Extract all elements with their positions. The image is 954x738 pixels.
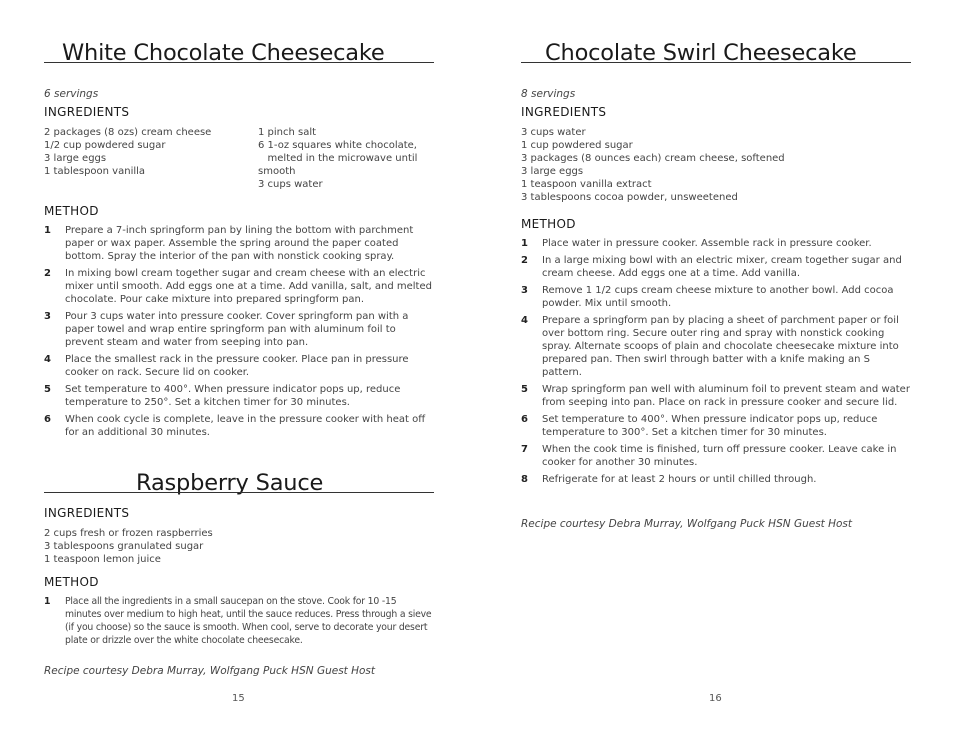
ingredient-item: 1 teaspoon vanilla extract bbox=[521, 179, 652, 190]
title-rule bbox=[521, 62, 911, 63]
ingredient-item: 3 tablespoons granulated sugar bbox=[44, 541, 204, 552]
method-step bbox=[521, 314, 911, 379]
method-heading: METHOD bbox=[44, 575, 99, 589]
step-text: Prepare a springform pan by placing a sheet of parchment paper or foil over bottom ring. Secure outer ring and spray with nonstick cooking spray. Alternate scoops of plain and chocolate cheesecake mixture into prepared pan. Then swirl through batter with a knife making an S pattern. bbox=[542, 315, 899, 378]
recipe-credit: Recipe courtesy Debra Murray, Wolfgang Puck HSN Guest Host bbox=[44, 665, 376, 677]
page-number: 15 bbox=[232, 693, 245, 704]
step-text: Set temperature to 400°. When pressure indicator pops up, reduce temperature to 250°. Set a kitchen timer for 30 minutes. bbox=[65, 384, 401, 408]
step-number: 2 bbox=[44, 268, 51, 279]
ingredients-heading: INGREDIENTS bbox=[44, 105, 130, 119]
ingredient-item: 2 packages (8 ozs) cream cheese bbox=[44, 127, 212, 138]
method-heading: METHOD bbox=[521, 217, 576, 231]
step-text: Prepare a 7-inch springform pan by lining the bottom with parchment paper or wax paper. Assemble the spring around the paper coated bottom. Spray the interior of the pan with nonstick cooking spray. bbox=[65, 225, 414, 262]
method-steps bbox=[521, 237, 911, 490]
step-number: 6 bbox=[44, 414, 51, 425]
title-rule bbox=[44, 492, 434, 493]
ingredients-list bbox=[44, 527, 434, 566]
ingredient-item: 2 cups fresh or frozen raspberries bbox=[44, 528, 213, 539]
method-step bbox=[44, 310, 434, 349]
ingredients-column-2 bbox=[258, 126, 434, 191]
method-step bbox=[44, 224, 434, 263]
method-step bbox=[44, 267, 434, 306]
method-step bbox=[521, 413, 911, 439]
ingredient-item: 1 cup powdered sugar bbox=[521, 140, 633, 151]
left-page bbox=[44, 0, 434, 738]
ingredient-item: 1 teaspoon lemon juice bbox=[44, 554, 161, 565]
step-text: In mixing bowl cream together sugar and cream cheese with an electric mixer until smooth. Add eggs one at a time. Add vanilla, salt, and melted chocolate. Pour cake mixture into prepared springform pan. bbox=[65, 268, 432, 305]
method-step bbox=[44, 595, 434, 647]
chocolate-swirl-title: Chocolate Swirl Cheesecake bbox=[545, 40, 857, 66]
method-step bbox=[44, 383, 434, 409]
method-step bbox=[44, 353, 434, 379]
servings: 6 servings bbox=[44, 88, 99, 100]
step-text: When the cook time is finished, turn off pressure cooker. Leave cake in cooker for another 30 minutes. bbox=[542, 444, 897, 468]
step-text: Set temperature to 400°. When pressure indicator pops up, reduce temperature to 300°. Set a kitchen timer for 30 minutes. bbox=[542, 414, 878, 438]
method-steps bbox=[44, 595, 434, 651]
step-text: Place all the ingredients in a small saucepan on the stove. Cook for 10 -15 minutes over medium to high heat, until the sauce reduces. Press through a sieve (if you choose) so the sauce is smooth. When cool, serve to decorate your desert plate or drizzle over the white chocolate cheesecake. bbox=[65, 596, 432, 646]
step-number: 1 bbox=[44, 596, 51, 607]
method-steps bbox=[44, 224, 434, 443]
step-number: 8 bbox=[521, 474, 528, 485]
step-text: Refrigerate for at least 2 hours or until chilled through. bbox=[542, 474, 817, 485]
step-number: 4 bbox=[521, 315, 528, 326]
ingredients-heading: INGREDIENTS bbox=[44, 506, 130, 520]
method-step bbox=[521, 284, 911, 310]
step-text: Wrap springform pan well with aluminum foil to prevent steam and water from seeping into pan. Place on rack in pressure cooker and secure lid. bbox=[542, 384, 910, 408]
ingredient-item: 3 tablespoons cocoa powder, unsweetened bbox=[521, 192, 738, 203]
ingredient-item: 1 tablespoon vanilla bbox=[44, 166, 146, 177]
step-text: In a large mixing bowl with an electric mixer, cream together sugar and cream cheese. Add eggs one at a time. Add vanilla. bbox=[542, 255, 902, 279]
step-number: 1 bbox=[521, 238, 528, 249]
ingredient-item: 1 pinch salt bbox=[258, 127, 317, 138]
method-step bbox=[44, 413, 434, 439]
ingredient-item: 3 large eggs bbox=[44, 153, 107, 164]
method-heading: METHOD bbox=[44, 204, 99, 218]
step-number: 3 bbox=[521, 285, 528, 296]
step-text: Place water in pressure cooker. Assemble rack in pressure cooker. bbox=[542, 238, 872, 249]
step-number: 7 bbox=[521, 444, 528, 455]
step-number: 1 bbox=[44, 225, 51, 236]
white-chocolate-title: White Chocolate Cheesecake bbox=[62, 40, 385, 66]
title-rule bbox=[44, 62, 434, 63]
ingredient-item: 1/2 cup powdered sugar bbox=[44, 140, 166, 151]
method-step bbox=[521, 443, 911, 469]
step-number: 5 bbox=[521, 384, 528, 395]
step-number: 4 bbox=[44, 354, 51, 365]
ingredient-item: 3 packages (8 ounces each) cream cheese, softened bbox=[521, 153, 785, 164]
recipe-credit: Recipe courtesy Debra Murray, Wolfgang Puck HSN Guest Host bbox=[521, 518, 853, 530]
step-text: Remove 1 1/2 cups cream cheese mixture to another bowl. Add cocoa powder. Mix until smooth. bbox=[542, 285, 894, 309]
ingredient-item: 3 cups water bbox=[258, 179, 323, 190]
ingredient-item: smooth bbox=[258, 166, 296, 177]
step-number: 2 bbox=[521, 255, 528, 266]
method-step bbox=[521, 254, 911, 280]
method-step bbox=[521, 383, 911, 409]
ingredients-column-1 bbox=[44, 126, 254, 178]
ingredient-item: 3 cups water bbox=[521, 127, 586, 138]
ingredients-heading: INGREDIENTS bbox=[521, 105, 607, 119]
servings: 8 servings bbox=[521, 88, 576, 100]
step-number: 5 bbox=[44, 384, 51, 395]
step-text: Place the smallest rack in the pressure cooker. Place pan in pressure cooker on rack. Secure lid on cooker. bbox=[65, 354, 409, 378]
step-number: 3 bbox=[44, 311, 51, 322]
method-step bbox=[521, 473, 911, 486]
ingredient-item: melted in the microwave until bbox=[258, 153, 418, 164]
step-number: 6 bbox=[521, 414, 528, 425]
raspberry-sauce-title: Raspberry Sauce bbox=[136, 470, 324, 496]
right-page bbox=[521, 0, 911, 738]
page-number: 16 bbox=[709, 693, 722, 704]
step-text: Pour 3 cups water into pressure cooker. Cover springform pan with a paper towel and wrap entire springform pan with aluminum foil to prevent steam and water from seeping into pan. bbox=[65, 311, 409, 348]
ingredient-item: 6 1-oz squares white chocolate, bbox=[258, 140, 417, 151]
method-step bbox=[521, 237, 911, 250]
ingredients-list bbox=[521, 126, 911, 204]
ingredient-item: 3 large eggs bbox=[521, 166, 584, 177]
step-text: When cook cycle is complete, leave in the pressure cooker with heat off for an additional 30 minutes. bbox=[65, 414, 426, 438]
